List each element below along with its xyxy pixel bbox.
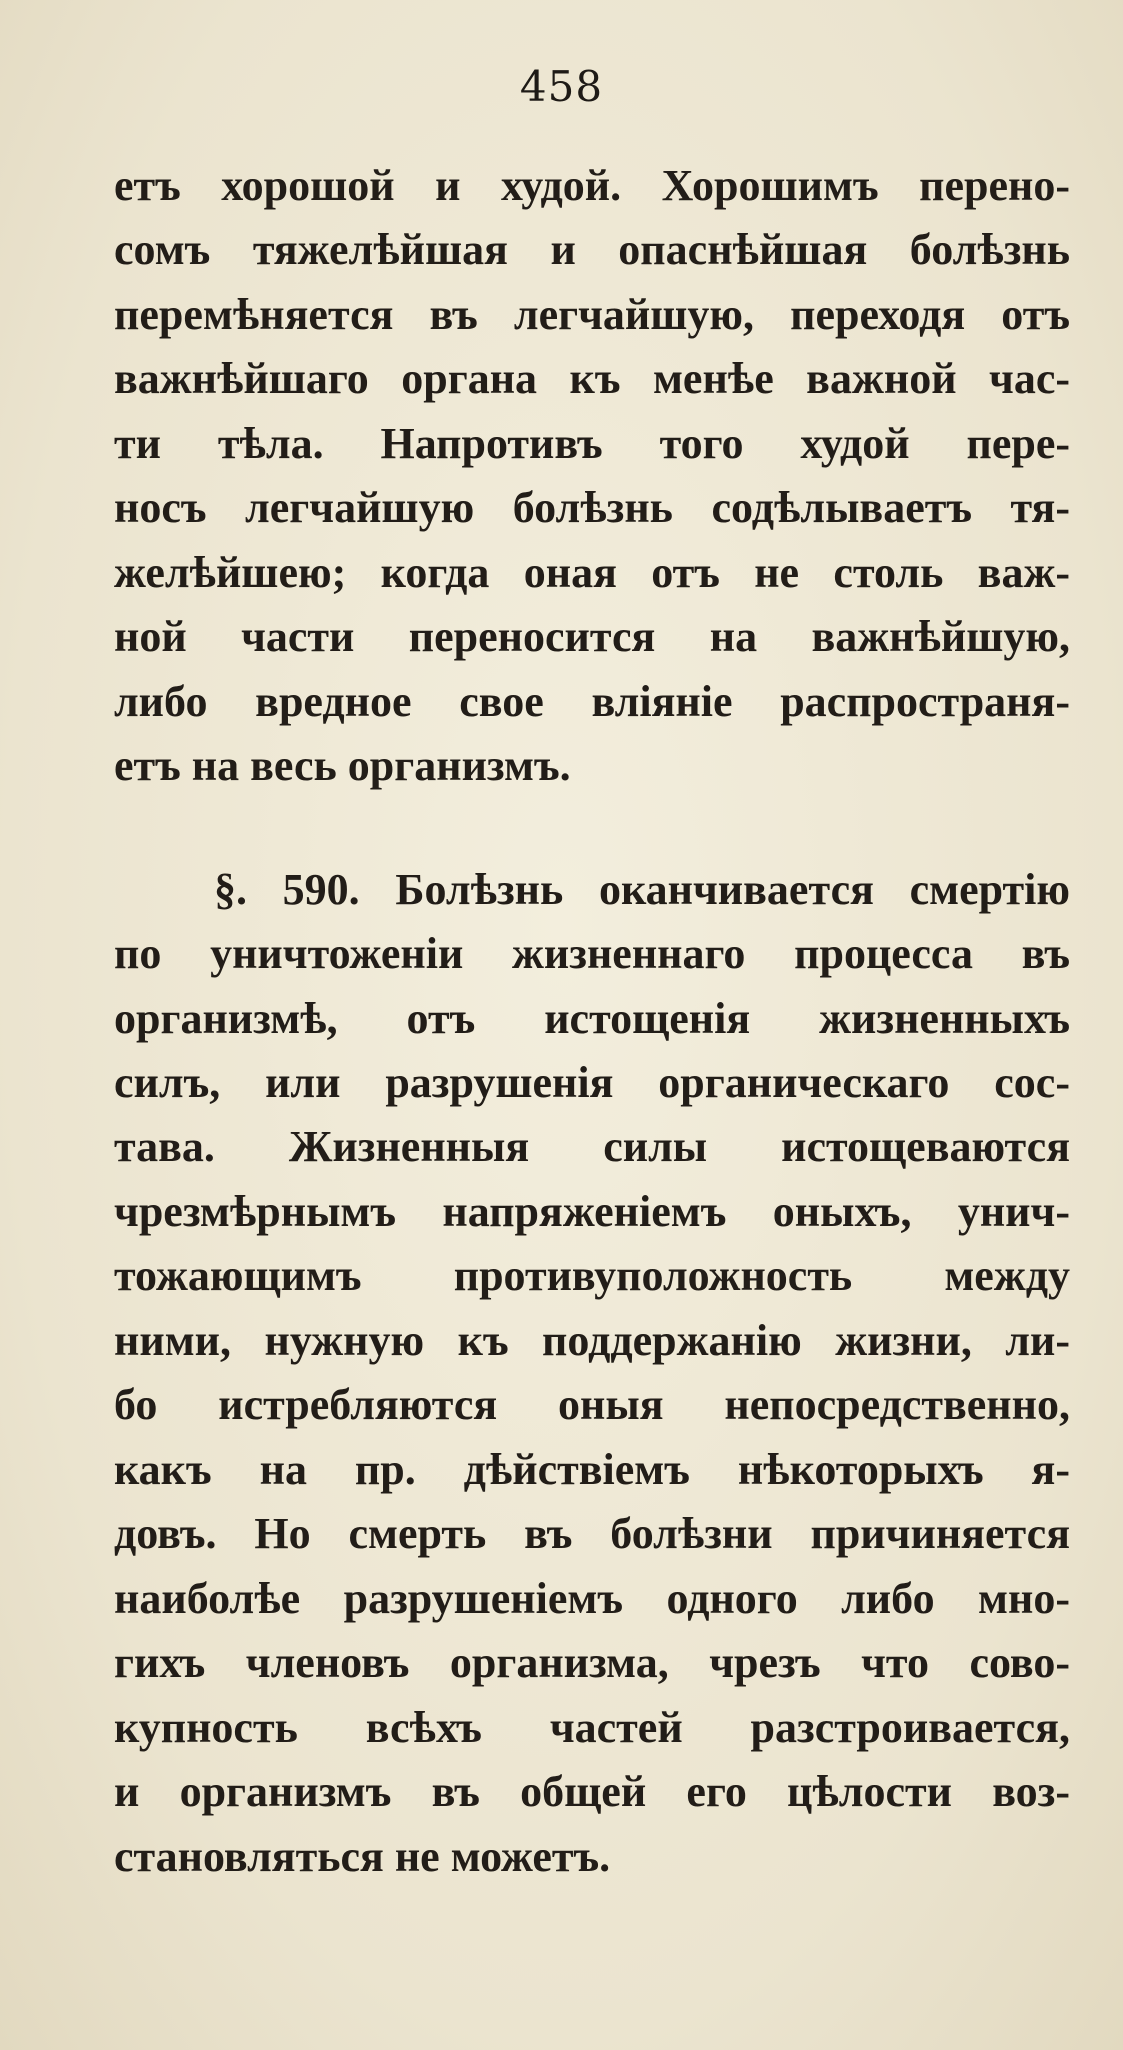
text-line: тава. Жизненныя силы истощеваются xyxy=(114,1122,1070,1171)
text-line: чрезмѣрнымъ напряженiемъ оныхъ, унич- xyxy=(114,1187,1070,1236)
text-line: довъ. Но смерть въ болѣзни причиняется xyxy=(114,1509,1070,1558)
text-line: и организмъ въ общей его цѣлости воз- xyxy=(114,1767,1070,1816)
text-line: носъ легчайшую болѣзнь содѣлываетъ тя- xyxy=(114,483,1070,532)
text-line: тожающимъ противуположность между xyxy=(114,1251,1070,1300)
text-line: желѣйшею; когда оная отъ не столь важ- xyxy=(114,548,1070,597)
text-line: наиболѣе разрушенiемъ одного либо мно- xyxy=(114,1574,1070,1623)
section-heading-line: §. 590. Болѣзнь оканчивается смертiю xyxy=(214,865,1070,914)
text-line: етъ хорошой и худой. Хорошимъ перено- xyxy=(114,161,1070,210)
text-line: по уничтоженiи жизненнаго процесса въ xyxy=(114,929,1070,978)
text-line: гихъ членовъ организма, чрезъ что сово- xyxy=(114,1638,1070,1687)
text-line: бо истребляются оныя непосредственно, xyxy=(114,1380,1070,1429)
text-line: становляться не можетъ. xyxy=(114,1832,611,1881)
text-line: организмѣ, отъ истощенiя жизненныхъ xyxy=(114,994,1070,1043)
page-number: 458 xyxy=(519,62,604,111)
text-line: ти тѣла. Напротивъ того худой пере- xyxy=(114,419,1070,468)
text-line: перемѣняется въ легчайшую, переходя отъ xyxy=(114,290,1070,339)
text-line: силъ, или разрушенiя органическаго сос- xyxy=(114,1058,1070,1107)
text-line: какъ на пр. дѣйствiемъ нѣкоторыхъ я- xyxy=(114,1445,1070,1494)
text-line: сомъ тяжелѣйшая и опаснѣйшая болѣзнь xyxy=(114,225,1070,274)
text-line: ними, нужную къ поддержанiю жизни, ли- xyxy=(114,1316,1070,1365)
text-line: ной части переносится на важнѣйшую, xyxy=(114,612,1070,661)
text-line: важнѣйшаго органа къ менѣе важной час- xyxy=(114,354,1070,403)
text-line: етъ на весь организмъ. xyxy=(114,741,571,790)
text-line: либо вредное свое влiянiе распространя- xyxy=(114,677,1070,726)
text-line: купность всѣхъ частей разстроивается, xyxy=(114,1703,1070,1752)
